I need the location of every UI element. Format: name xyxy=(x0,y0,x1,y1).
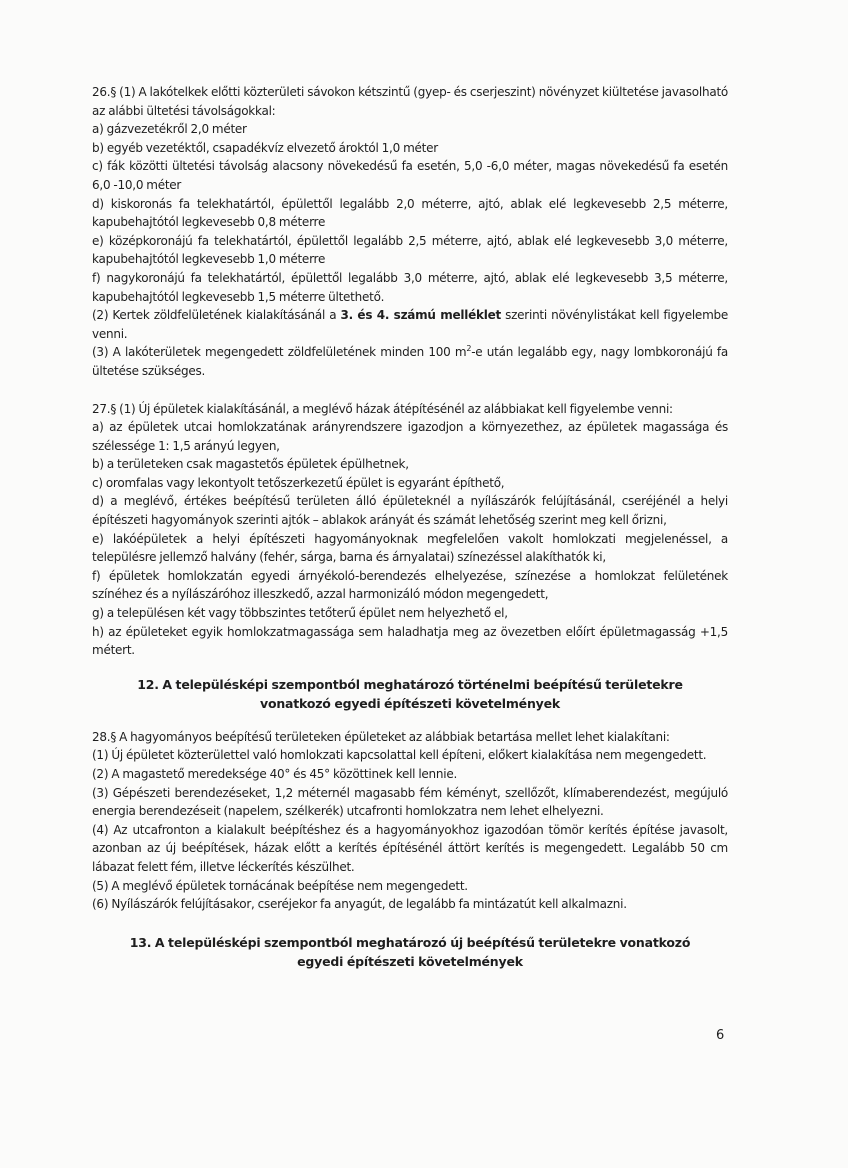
list-item: c) fák közötti ültetési távolság alacsony növekedésű fa esetén, 5,0 -6,0 méter, magas növekedésű fa esetén 6,0 -10,0 méter xyxy=(92,159,728,192)
list-item: a) gázvezetékről 2,0 méter xyxy=(92,122,247,137)
section-27 xyxy=(92,400,728,660)
chapter-heading-13: 13. A településképi szempontból meghatározó új beépítésű területekre vonatkozó egyedi építészeti követelmények xyxy=(129,934,691,969)
list-item: d) a meglévő, értékes beépítésű területen álló épületeknél a nyílászárók felújításánál, cseréjénél a helyi építészeti hagyományok szerinti ajtók – ablakok arányát és számát lehetőség szerint meg kell őrizni, xyxy=(92,494,728,528)
list-item: (4) Az utcafronton a kialakult beépítéshez és a hagyományokhoz igazodóan tömör kerítés építése javasolt, azonban az új beépítések, házak előtt a kerítés építésénél áttört kerítés is megengedett. Legalább 50 cm lábazat felett fém, illetve léckerítés készülhet. xyxy=(92,822,728,874)
list-item: d) kiskoronás fa telekhatártól, épülettől legalább 2,0 méterre, ajtó, ablak elé legkevesebb 2,5 méterre, kapubehajtótól legkevesebb 0,8 méterre xyxy=(92,196,728,230)
list-item: f) épületek homlokzatán egyedi árnyékoló-berendezés elhelyezése, színezése a homlokzat felületének színéhez és a nyílászáróhoz illeszkedő, azzal harmonizáló módon megengedett, xyxy=(92,568,728,602)
list-item: g) a településen két vagy többszintes tetőterű épület nem helyezhető el, xyxy=(92,606,508,621)
page-number: 6 xyxy=(716,1028,725,1043)
list-item: h) az épületeket egyik homlokzatmagassága sem haladhatja meg az övezetben előírt épületmagasság +1,5 métert. xyxy=(92,624,728,658)
chapter-heading-12: 12. A településképi szempontból meghatározó történelmi beépítésű területekre vonatkozó egyedi építészeti követelmények xyxy=(137,676,683,711)
paragraph: 27.§ (1) Új épületek kialakításánál, a meglévő házak átépítésénél az alábbiakat kell figyelembe venni: xyxy=(92,401,673,416)
list-item: (2) A magastető meredeksége 40° és 45° közöttinek kell lennie. xyxy=(92,767,458,781)
list-item: b) egyéb vezetéktől, csapadékvíz elvezető ároktól 1,0 méter xyxy=(92,140,438,155)
section-26 xyxy=(92,83,728,381)
page-content xyxy=(92,83,728,971)
superscript: 2 xyxy=(466,344,472,354)
list-item: a) az épületek utcai homlokzatának arányrendszere igazodjon a környezethez, az épületek magassága és szélessége 1: 1,5 arányú legyen, xyxy=(92,420,728,453)
list-item: (5) A meglévő épületek tornácának beépítése nem megengedett. xyxy=(92,878,468,893)
list-item: e) középkoronájú fa telekhatártól, épülettől legalább 2,5 méterre, ajtó, ablak elé legkevesebb 3,0 méterre, kapubehajtótól legkevesebb 1,0 méterre xyxy=(92,233,728,267)
paragraph: (3) A lakóterületek megengedett zöldfelületének minden 100 $m^2-e$ után legalább egy, nagy lombkoronájú fa ültetése szükséges. xyxy=(92,344,729,378)
paragraph: 26.§ (1) A lakótelkek előtti közterületi sávokon kétszintű (gyep- és cserjeszint) növényzet kiültetése javasolható az alábbi ültetési távolságokkal: xyxy=(92,85,728,118)
annex-reference: 3. és 4. számú melléklet xyxy=(340,308,501,323)
paragraph: 28.§ A hagyományos beépítésű területeken épületeket az alábbiak betartása mellet lehet kialakítani: xyxy=(92,729,670,744)
list-item: (6) Nyílászárók felújításakor, cseréjekor fa anyagút, de legalább fa mintázatút kell alkalmazni. xyxy=(92,897,627,912)
paragraph: (2) Kertek zöldfelületének kialakításánál a 3. és 4. számú melléklet szerinti növénylistákat kell figyelembe venni. xyxy=(92,308,729,341)
section-28 xyxy=(92,728,728,914)
list-item: c) oromfalas vagy lekontyolt tetőszerkezetű épület is egyaránt építhető, xyxy=(92,475,505,490)
list-item: (1) Új épületet közterülettel való homlokzati kapcsolattal kell építeni, előkert kialakítása nem megengedett. xyxy=(92,748,707,763)
list-item: e) lakóépületek a helyi építészeti hagyományoknak megfelelően vakolt homlokzati megjelenéssel, a településre jellemző halvány (fehér, sárga, barna és árnyalatai) színezéssel alakíthatók ki, xyxy=(92,531,728,565)
list-item: b) a területeken csak magastetős épületek épülhetnek, xyxy=(92,457,409,472)
list-item: f) nagykoronájú fa telekhatártól, épülettől legalább 3,0 méterre, ajtó, ablak elé legkevesebb 3,5 méterre, kapubehajtótól legkevesebb 1,5 méterre ültethető. xyxy=(92,270,728,304)
list-item: (3) Gépészeti berendezéseket, 1,2 méternél magasabb fém kéményt, szellőzőt, klímaberendezést, megújuló energia berendezéseit (napelem, szélkerék) utcafronti homlokzatra nem lehet elhelyezni. xyxy=(92,785,728,819)
